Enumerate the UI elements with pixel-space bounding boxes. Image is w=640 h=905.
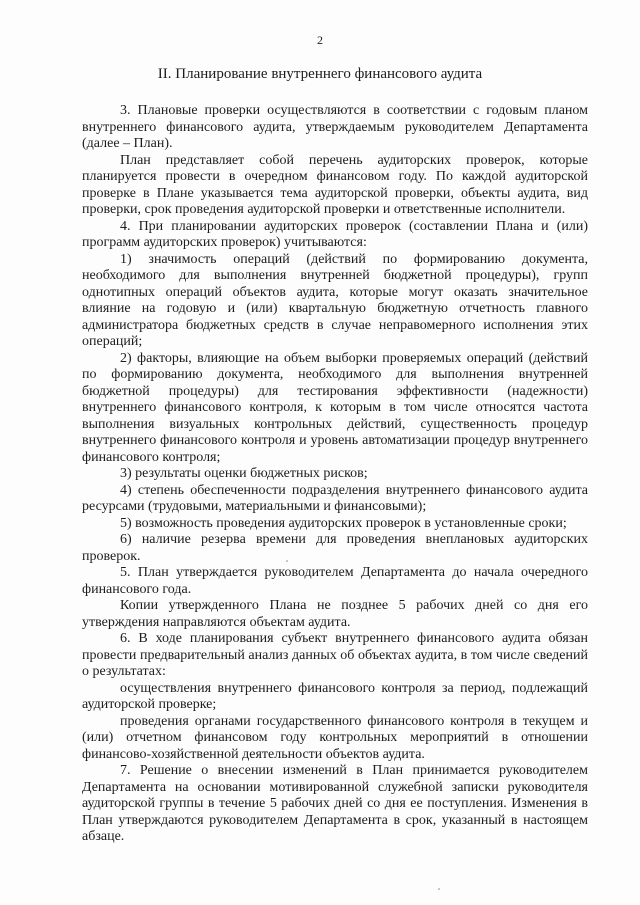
- list-item-5-deadlines: 5) возможность проведения аудиторских проверок в установленные сроки;: [120, 515, 567, 531]
- paragraph-state-control-results: проведения органами государственного финансового контроля в текущем и (или) отчетном финансовом году контрольных мероприятий в отношении финансово-хозяйственной деятельности объектов аудита.: [82, 713, 588, 762]
- list-item-3-risk-assessment: 3) результаты оценки бюджетных рисков;: [120, 466, 368, 481]
- scan-speck: [438, 888, 440, 890]
- document-body: [82, 103, 588, 846]
- paragraph-plan-description: План представляет собой перечень аудиторских проверок, которые планируется провести в очередном финансовом году. По каждой аудиторской проверке в Плане указывается тема аудиторской проверки, объекты аудита, вид проверки, срок проведения аудиторской проверки и ответственные исполнители.: [82, 152, 588, 217]
- list-item-6-reserve-time: 6) наличие резерва времени для проведения внеплановых аудиторских проверок.: [82, 532, 588, 564]
- scan-speck: [286, 560, 288, 562]
- paragraph-plan-copies: Копии утвержденного Плана не позднее 5 рабочих дней со дня его утверждения направляются объектам аудита.: [82, 598, 588, 630]
- paragraph-4-planning-factors: 4. При планировании аудиторских проверок (составлении Плана и (или) программ аудиторских проверок) учитываются:: [82, 218, 588, 250]
- paragraph-5-plan-approval: 5. План утверждается руководителем Департамента до начала очередного финансового года.: [82, 565, 588, 597]
- paragraph-6-preliminary-analysis: 6. В ходе планирования субъект внутреннего финансового аудита обязан провести предварительный анализ данных об объектах аудита, в том числе сведений о результатах:: [82, 631, 588, 679]
- paragraph-3-planned-audits: 3. Плановые проверки осуществляются в соответствии с годовым планом внутреннего финансового аудита, утверждаемым руководителем Департамента (далее – План).: [82, 103, 588, 151]
- paragraph-7-plan-changes: 7. Решение о внесении изменений в План принимается руководителем Департамента на основании мотивированной служебной записки руководителя аудиторской группы в течение 5 рабочих дней со дня ее поступления. Изменения в План утверждаются руководителем Департамента в срок, указанный в настоящем абзаце.: [82, 763, 588, 844]
- page-number: 2: [317, 33, 323, 47]
- list-item-1-significance: 1) значимость операций (действий по формированию документа, необходимого для выполнения внутренней бюджетной процедуры), групп однотипных операций объектов аудита, которые могут оказать значительное влияние на годовую и (или) квартальную бюджетную отчетность главного администратора бюджетных средств в случае неправомерного исполнения этих операций;: [82, 251, 588, 349]
- paragraph-internal-control-results: осуществления внутреннего финансового контроля за период, подлежащий аудиторской проверке;: [82, 680, 588, 712]
- section-heading: II. Планирование внутреннего финансового аудита: [157, 66, 483, 82]
- list-item-4-resources: 4) степень обеспеченности подразделения внутреннего финансового аудита ресурсами (трудовыми, материальными и финансовыми);: [82, 482, 588, 514]
- list-item-2-sample-factors: 2) факторы, влияющие на объем выборки проверяемых операций (действий по формированию документа, необходимого для выполнения внутренней бюджетной процедуры) для тестирования эффективности (надежности) внутреннего финансового контроля, к которым в том числе относятся частота выполнения визуальных контрольных действий, существенность процедур внутреннего финансового контроля и уровень автоматизации процедур внутреннего финансового контроля;: [82, 350, 588, 465]
